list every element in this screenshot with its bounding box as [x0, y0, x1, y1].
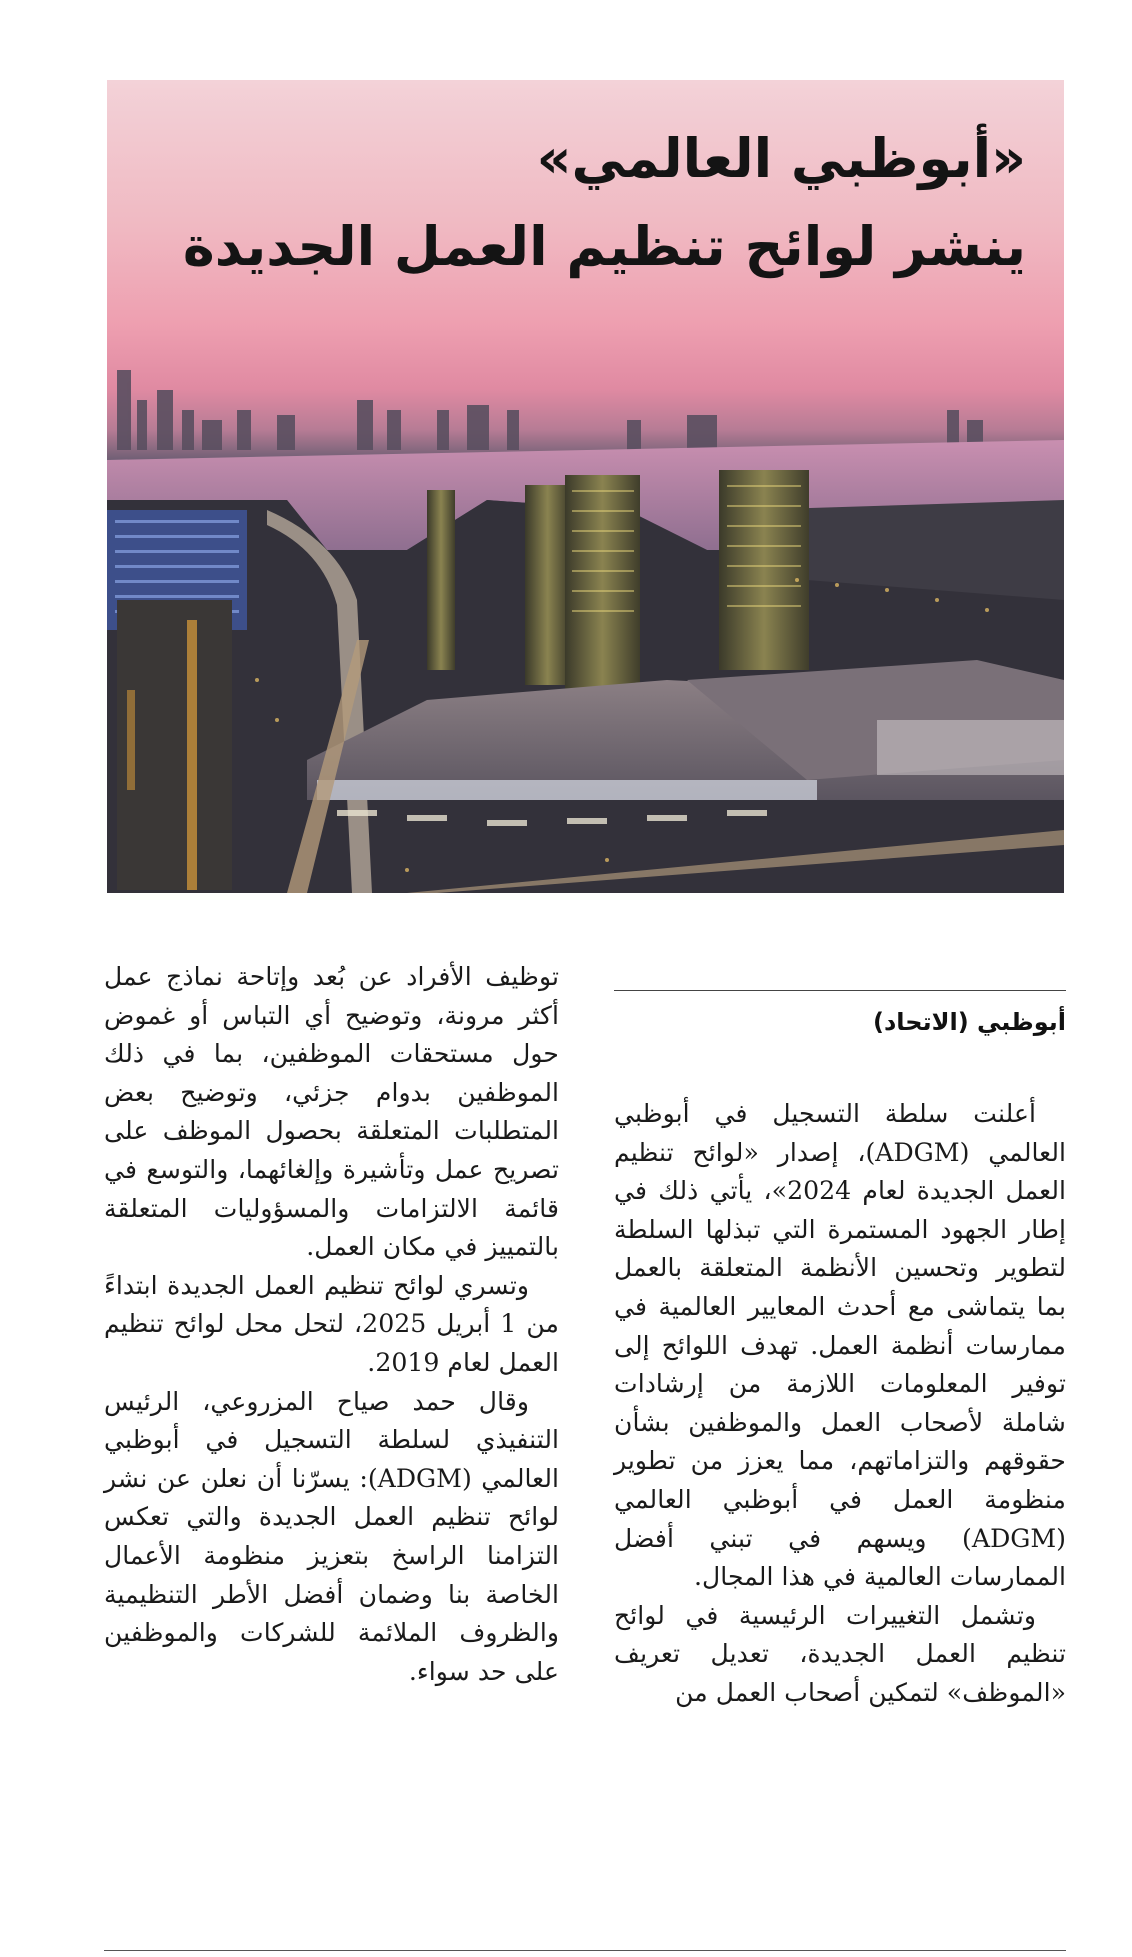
- article-column-left: [104, 958, 559, 1691]
- paragraph: وتسري لوائح تنظيم العمل الجديدة ابتداءً من 1 أبريل 2025، لتحل محل لوائح تنظيم العمل لعام 2019.: [104, 1270, 559, 1377]
- cityscape-photo: [107, 80, 1064, 893]
- paragraph: وتشمل التغييرات الرئيسية في لوائح تنظيم العمل الجديدة، تعديل تعريف «الموظف» لتمكين أصحاب العمل من: [614, 1600, 1066, 1707]
- byline-divider: [614, 990, 1066, 991]
- headline-line-1: «أبوظبي العالمي»: [536, 127, 1026, 190]
- byline: أبوظبي (الاتحاد): [873, 1008, 1066, 1036]
- headline: [146, 124, 1026, 282]
- headline-line-2: ينشر لوائح تنظيم العمل الجديدة: [182, 215, 1026, 278]
- paragraph: توظيف الأفراد عن بُعد وإتاحة نماذج عمل أكثر مرونة، وتوضيح أي التباس أو غموض حول مستحقات الموظفين، بما في ذلك الموظفين بدوام جزئي، وتوضيح بعض المتطلبات المتعلقة بحصول الموظف على تصريح عمل وتأشيرة وإلغائهما، والتوسع في قائمة الالتزامات والمسؤوليات المتعلقة بالتمييز في مكان العمل.: [104, 962, 559, 1262]
- paragraph: أعلنت سلطة التسجيل في أبوظبي العالمي (ADGM)، إصدار «لوائح تنظيم العمل الجديدة لعام 2024»، يأتي ذلك في إطار الجهود المستمرة التي تبذلها السلطة لتطوير وتحسين الأنظمة المتعلقة بالعمل بما يتماشى مع أحدث المعايير العالمية في ممارسات أنظمة العمل. تهدف اللوائح إلى توفير المعلومات اللازمة من إرشادات شاملة لأصحاب العمل والموظفين بشأن حقوقهم والتزاماتهم، مما يعزز من تطوير منظومة العمل في أبوظبي العالمي (ADGM) ويسهم في تبني أفضل الممارسات العالمية في هذا المجال.: [614, 1099, 1067, 1592]
- article-column-right: [614, 1095, 1066, 1713]
- page-bottom-rule: [104, 1950, 1066, 1951]
- paragraph: وقال حمد صياح المزروعي، الرئيس التنفيذي لسلطة التسجيل في أبوظبي العالمي (ADGM): يسرّنا أن نعلن عن نشر لوائح تنظيم العمل الجديدة والتي تعكس التزامنا الراسخ بتعزيز منظومة الأعمال الخاصة بنا وضمان أفضل الأطر التنظيمية والظروف الملائمة للشركات والموظفين على حد سواء.: [104, 1386, 559, 1686]
